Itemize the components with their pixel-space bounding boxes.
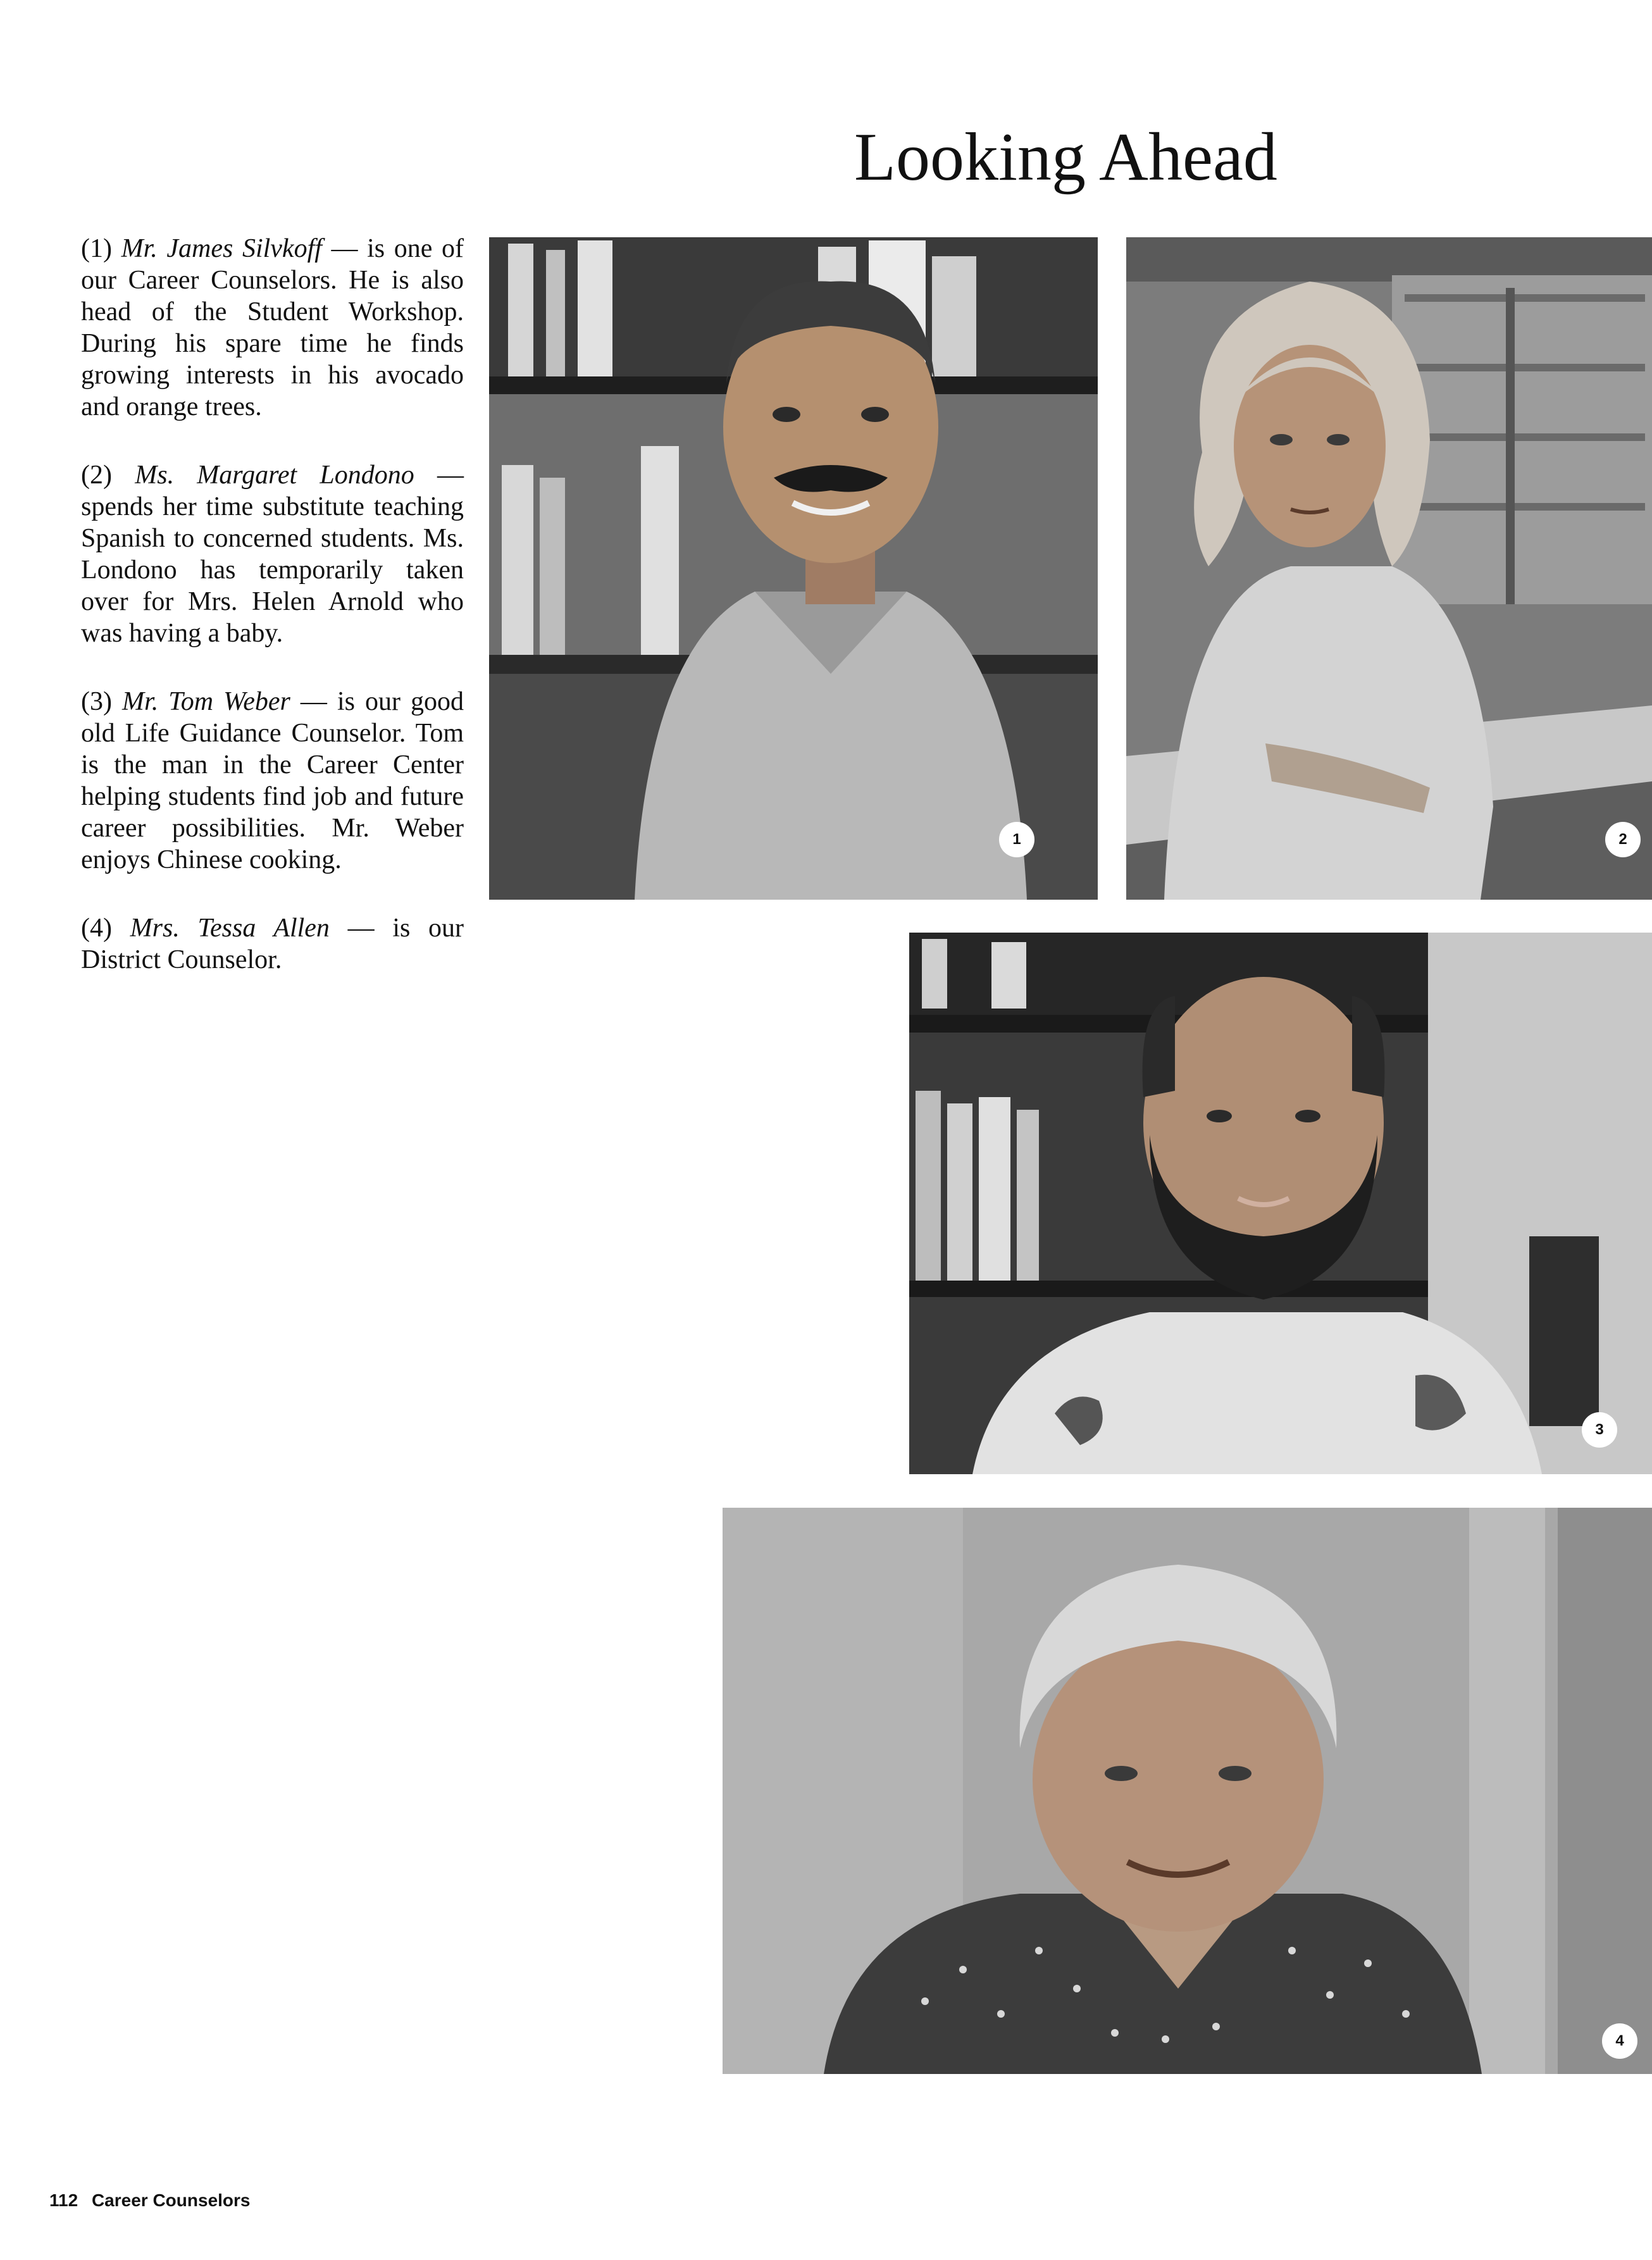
caption-column bbox=[81, 233, 464, 1012]
photo-number-badge: 1 bbox=[999, 822, 1034, 857]
caption-text: — is our District Counselor. bbox=[81, 914, 464, 974]
caption-text: — is one of our Career Counselors. He is also head of the Student Workshop. During his spare time he finds growing interests in his avocado and orange trees. bbox=[81, 234, 464, 421]
photo-number-badge: 2 bbox=[1605, 822, 1641, 857]
section-name: Career Counselors bbox=[91, 2190, 251, 2210]
caption-text: — spends her time substitute teaching Spanish to concerned students. Ms. Londono has temporarily taken over for Mrs. Helen Arnold who was having a baby. bbox=[81, 461, 464, 648]
caption-2 bbox=[81, 459, 464, 649]
photo-tessa-allen bbox=[723, 1508, 1652, 2074]
photo-margaret-londono bbox=[1126, 237, 1652, 900]
photo-number-badge: 3 bbox=[1582, 1412, 1617, 1448]
caption-name: Mr. Tom Weber bbox=[122, 687, 290, 716]
page-title: Looking Ahead bbox=[854, 120, 1277, 195]
portrait-illustration bbox=[909, 933, 1652, 1474]
page-footer bbox=[49, 2190, 251, 2211]
caption-name: Mr. James Silvkoff bbox=[121, 234, 322, 263]
caption-name: Mrs. Tessa Allen bbox=[130, 914, 330, 943]
portrait-illustration bbox=[1126, 237, 1652, 900]
caption-name: Ms. Margaret Londono bbox=[135, 461, 414, 490]
photo-number-badge: 4 bbox=[1602, 2023, 1637, 2059]
page-number: 112 bbox=[49, 2190, 78, 2210]
caption-number: (2) bbox=[81, 461, 112, 490]
photo-james-silvkoff bbox=[489, 237, 1098, 900]
caption-3 bbox=[81, 686, 464, 876]
caption-text: — is our good old Life Guidance Counselor. Tom is the man in the Career Center helping students find job and future career possibilities. Mr. Weber enjoys Chinese cooking. bbox=[81, 687, 464, 874]
caption-number: (4) bbox=[81, 914, 112, 943]
photo-tom-weber bbox=[909, 933, 1652, 1474]
caption-number: (1) bbox=[81, 234, 112, 263]
caption-4 bbox=[81, 912, 464, 976]
portrait-illustration bbox=[489, 237, 1098, 900]
caption-1 bbox=[81, 233, 464, 423]
caption-number: (3) bbox=[81, 687, 112, 716]
portrait-illustration bbox=[723, 1508, 1652, 2074]
